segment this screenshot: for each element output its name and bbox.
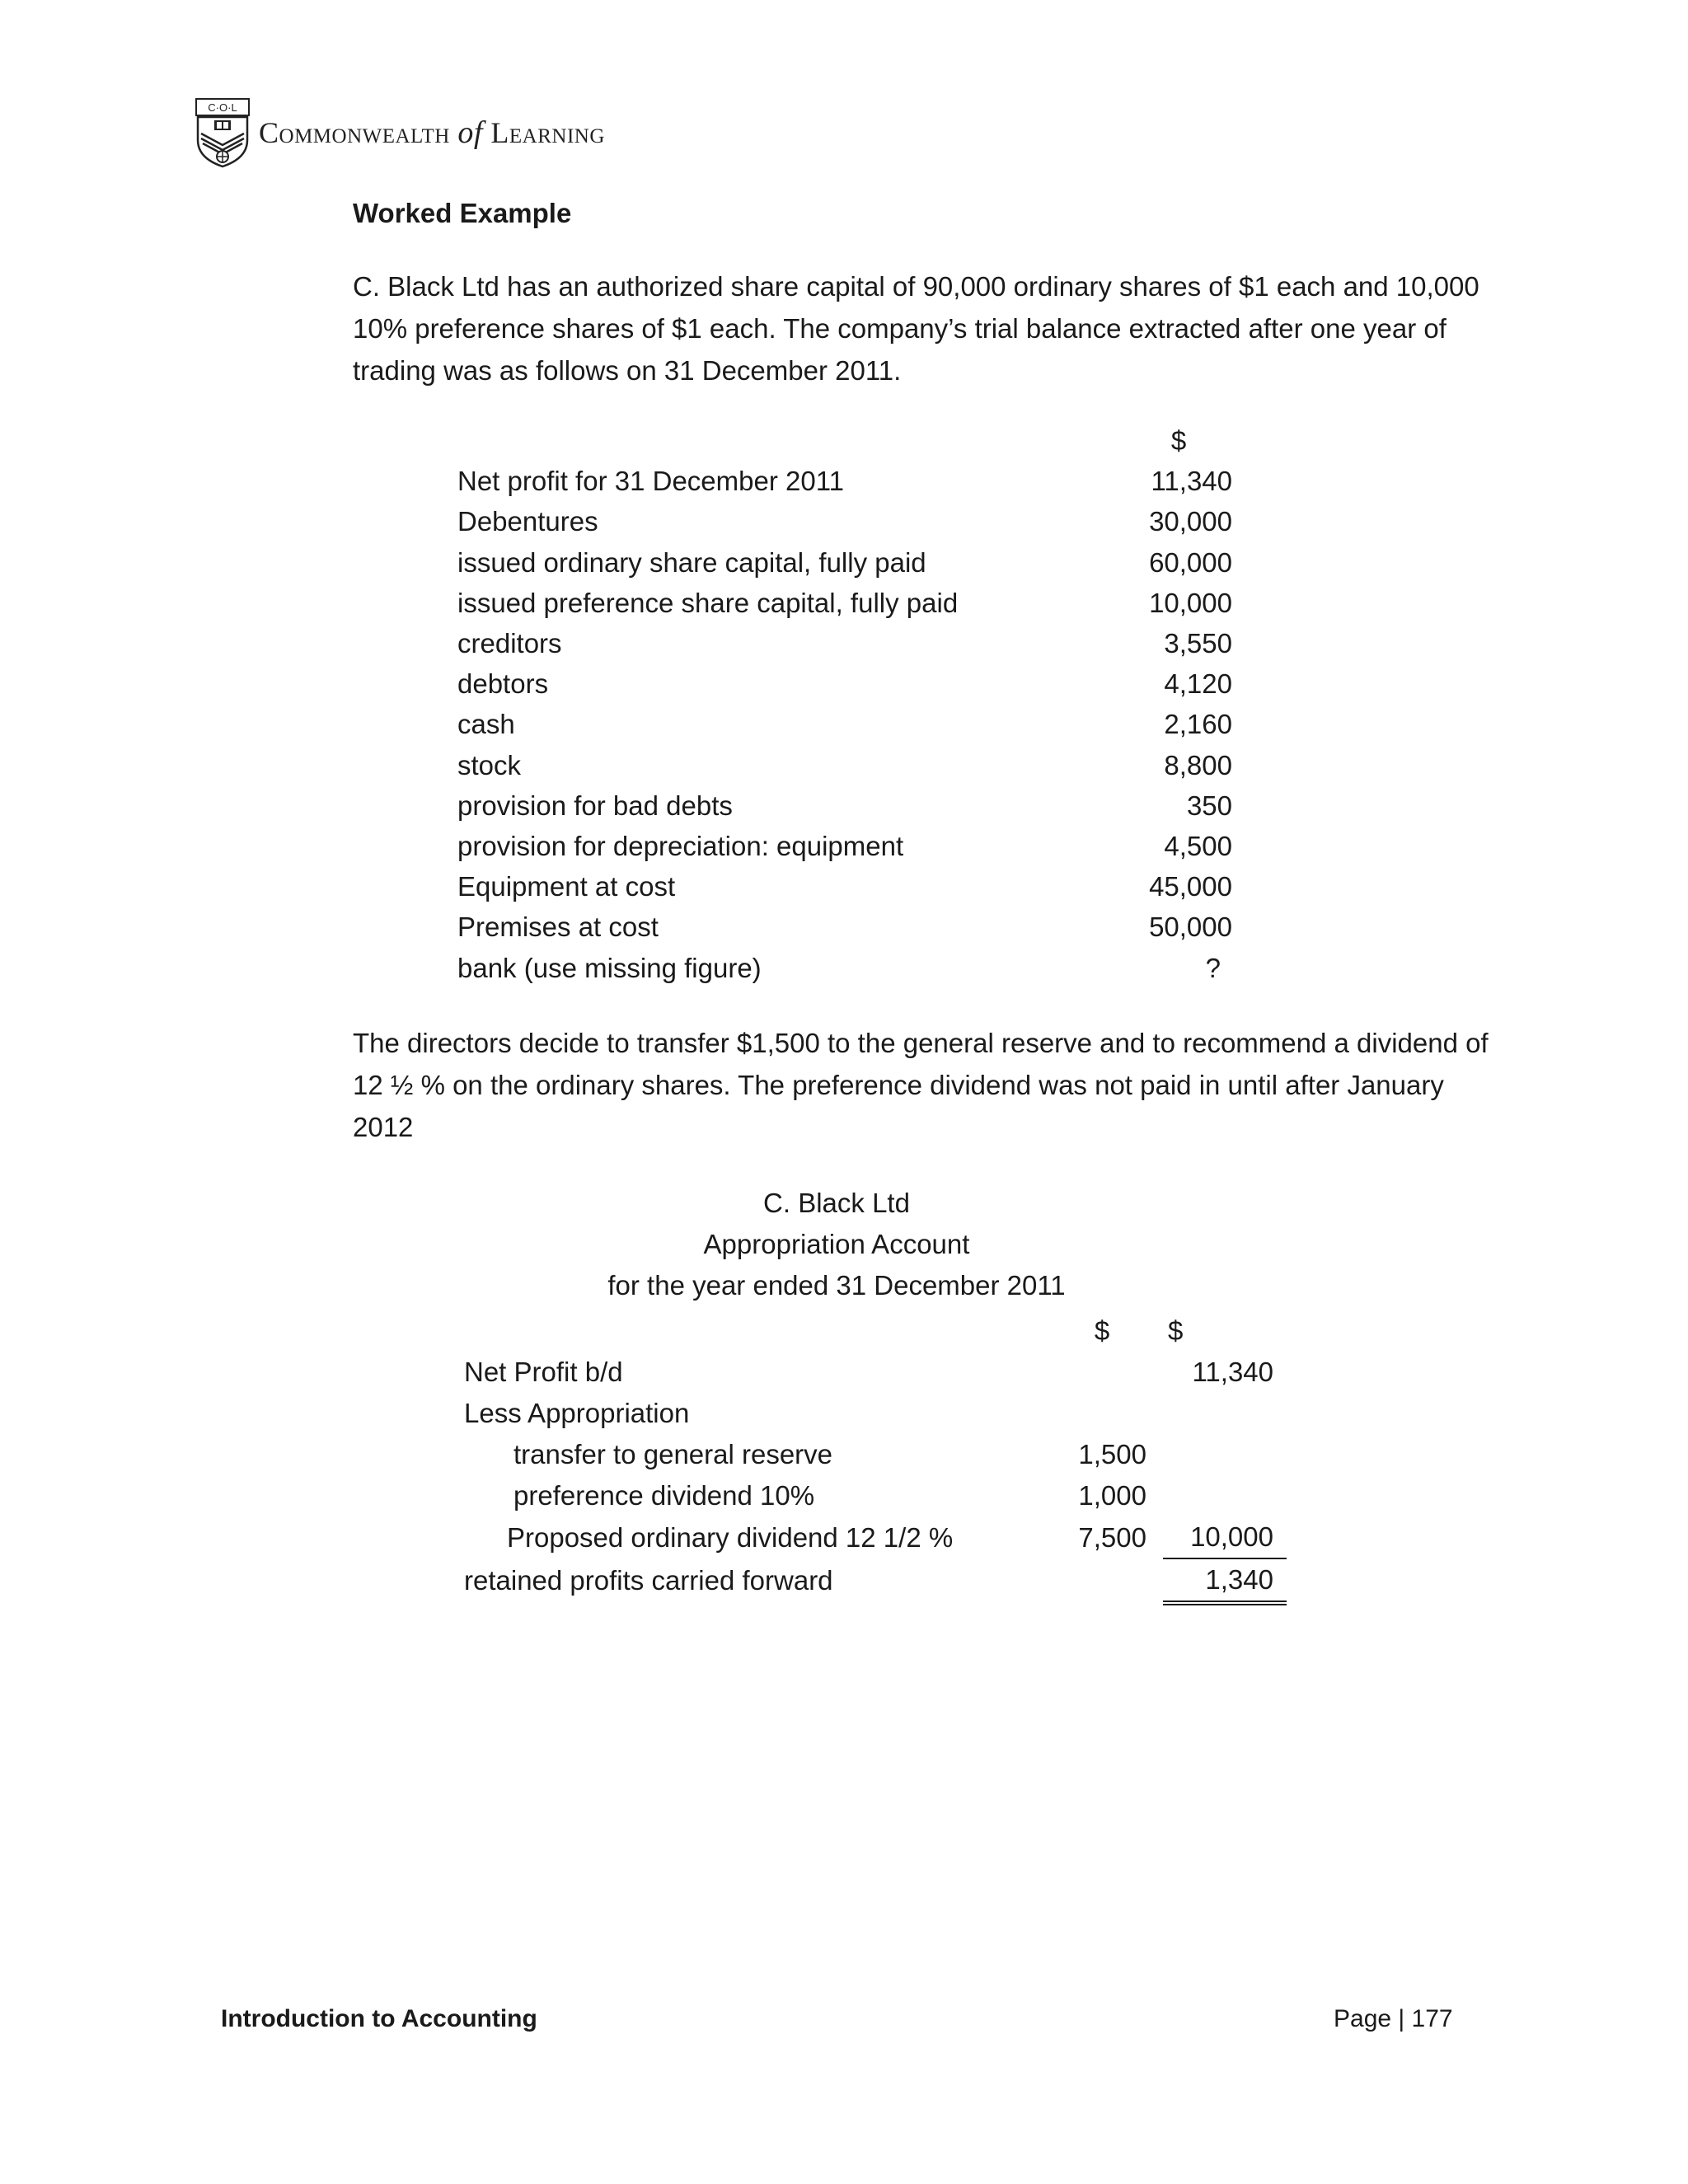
account-period: for the year ended 31 December 2011 — [607, 1270, 1066, 1301]
table-row — [464, 1516, 1287, 1558]
trial-balance-amount: 11,340 — [1151, 466, 1232, 497]
total-appropriation-value: 10,000 — [1163, 1516, 1287, 1558]
preference-dividend-value: 1,000 — [1078, 1480, 1146, 1511]
svg-text:C·O·L: C·O·L — [208, 101, 237, 114]
account-title: Appropriation Account — [703, 1229, 970, 1259]
col2-header: $ — [1168, 1315, 1184, 1346]
trial-balance-label: issued preference share capital, fully paid — [457, 587, 959, 618]
table-row — [464, 1434, 1287, 1475]
ordinary-dividend-value: 7,500 — [1078, 1521, 1146, 1553]
intro-paragraph: C. Black Ltd has an authorized share capital of 90,000 ordinary shares of $1 each and 10,000 10% preference shares of $1 each. The company’s trial balance extracted after one year of trading was as follows on 31 December 2011. — [353, 271, 1479, 386]
net-profit-label: Net Profit b/d — [464, 1357, 623, 1387]
retained-profits-value: 1,340 — [1163, 1558, 1287, 1603]
trial-balance-table — [457, 420, 1232, 988]
footer-page-number: Page | 177 — [1334, 2005, 1453, 2032]
table-row — [457, 948, 1232, 988]
table-row — [457, 866, 1232, 907]
trial-balance-amount: 350 — [1186, 790, 1232, 821]
col-shield-icon — [195, 97, 251, 168]
trial-balance-header-row — [457, 420, 1232, 461]
col-logo — [195, 97, 605, 168]
trial-balance-label: provision for depreciation: equipment — [457, 831, 904, 862]
table-row — [457, 583, 1232, 623]
trial-balance-amount: 3,550 — [1164, 628, 1232, 659]
trial-balance-amount: 8,800 — [1164, 749, 1232, 780]
less-appropriation-label: Less Appropriation — [464, 1398, 690, 1428]
transfer-label: transfer to general reserve — [513, 1439, 833, 1469]
table-row — [457, 623, 1232, 663]
table-row — [464, 1352, 1287, 1393]
trial-balance-label: stock — [457, 749, 522, 780]
directors-note: The directors decide to transfer $1,500 to the general reserve and to recommend a dividend of 12 ½ % on the ordinary shares. The preference dividend was not paid in until after January 2012 — [353, 1028, 1489, 1142]
trial-balance-label: Debentures — [457, 506, 598, 537]
table-row — [464, 1558, 1287, 1603]
appropriation-account-table — [464, 1310, 1287, 1605]
table-row — [457, 542, 1232, 583]
trial-balance-amount: 4,500 — [1164, 831, 1232, 862]
col1-header: $ — [1094, 1315, 1110, 1346]
retained-profits-label: retained profits carried forward — [464, 1565, 833, 1596]
trial-balance-label: debtors — [457, 668, 549, 700]
transfer-value: 1,500 — [1078, 1439, 1146, 1469]
trial-balance-amount: 4,120 — [1164, 668, 1232, 700]
section-heading: Worked Example — [353, 198, 572, 228]
table-row — [464, 1393, 1287, 1434]
trial-balance-amount: ? — [1205, 952, 1221, 983]
trial-balance-label: provision for bad debts — [457, 790, 733, 821]
trial-balance-label: Premises at cost — [457, 912, 659, 943]
footer-course-title: Introduction to Accounting — [221, 2005, 537, 2032]
table-row — [457, 745, 1232, 785]
trial-balance-amount: 60,000 — [1149, 546, 1232, 578]
trial-balance-label: bank (use missing figure) — [457, 952, 762, 983]
account-company-title: C. Black Ltd — [763, 1188, 910, 1218]
table-row — [457, 663, 1232, 704]
table-row — [457, 704, 1232, 744]
trial-balance-amount: 10,000 — [1149, 587, 1232, 618]
net-profit-value: 11,340 — [1192, 1357, 1273, 1387]
trial-balance-amount: 50,000 — [1149, 912, 1232, 943]
table-row — [457, 785, 1232, 826]
table-row — [457, 826, 1232, 866]
account-header-row — [464, 1310, 1287, 1352]
trial-balance-label: Equipment at cost — [457, 871, 676, 902]
trial-balance-amount: 2,160 — [1164, 709, 1232, 740]
currency-header: $ — [1170, 425, 1187, 456]
trial-balance-amount: 30,000 — [1149, 506, 1232, 537]
logo-wordmark: Commonwealth of Learning — [259, 115, 605, 150]
table-row — [464, 1475, 1287, 1516]
trial-balance-label: issued ordinary share capital, fully paid — [457, 546, 926, 578]
preference-dividend-label: preference dividend 10% — [513, 1480, 815, 1511]
table-row — [457, 461, 1232, 501]
trial-balance-amount: 45,000 — [1149, 871, 1232, 902]
table-row — [457, 907, 1232, 947]
trial-balance-label: cash — [457, 709, 515, 740]
ordinary-dividend-label: Proposed ordinary dividend 12 1/2 % — [507, 1521, 954, 1553]
table-row — [457, 501, 1232, 541]
trial-balance-label: creditors — [457, 628, 562, 659]
trial-balance-label: Net profit for 31 December 2011 — [457, 466, 844, 497]
